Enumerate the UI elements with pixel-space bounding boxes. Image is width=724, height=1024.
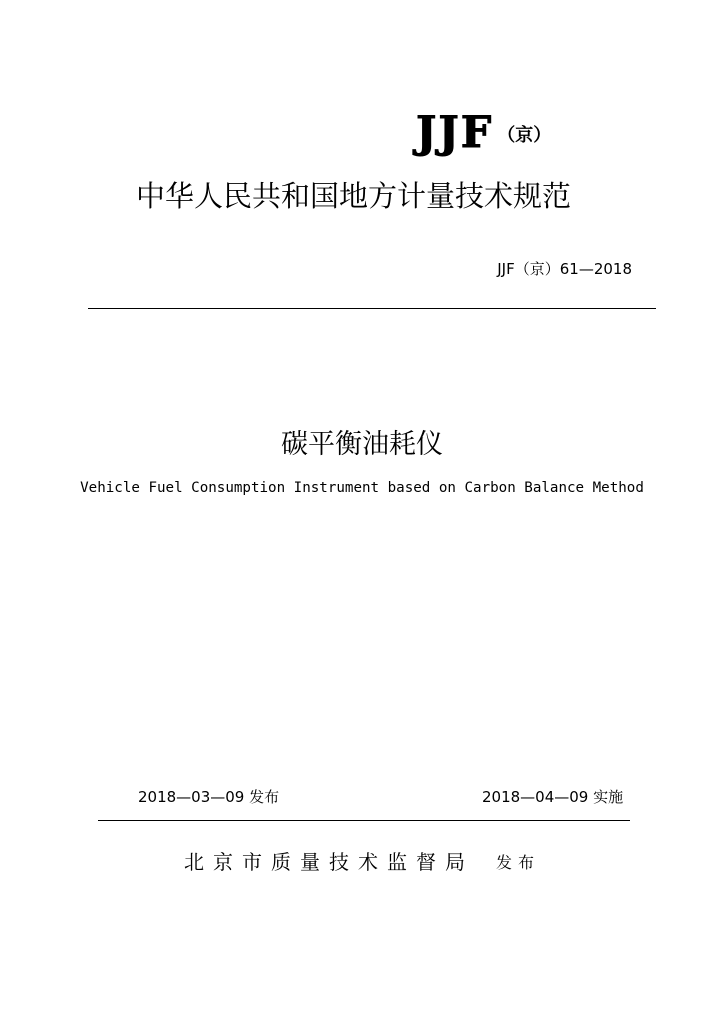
bottom-divider	[98, 820, 630, 821]
issuing-authority: 北京市质量技术监督局	[184, 850, 474, 874]
document-title-chinese: 碳平衡油耗仪	[281, 429, 443, 460]
top-divider	[88, 308, 656, 309]
series-title: 中华人民共和国地方计量技术规范	[136, 179, 572, 213]
logo-region-text: （京）	[497, 125, 552, 146]
implementation-date: 2018—04—09 实施	[482, 788, 624, 806]
issue-action-label: 发布	[496, 853, 541, 872]
standard-logo	[416, 108, 646, 158]
logo-jjf-text: JJF	[416, 108, 494, 158]
document-code: JJF（京）61—2018	[497, 260, 632, 278]
issue-date: 2018—03—09 发布	[138, 788, 280, 806]
document-title-english: Vehicle Fuel Consumption Instrument based on Carbon Balance Method	[80, 480, 644, 496]
